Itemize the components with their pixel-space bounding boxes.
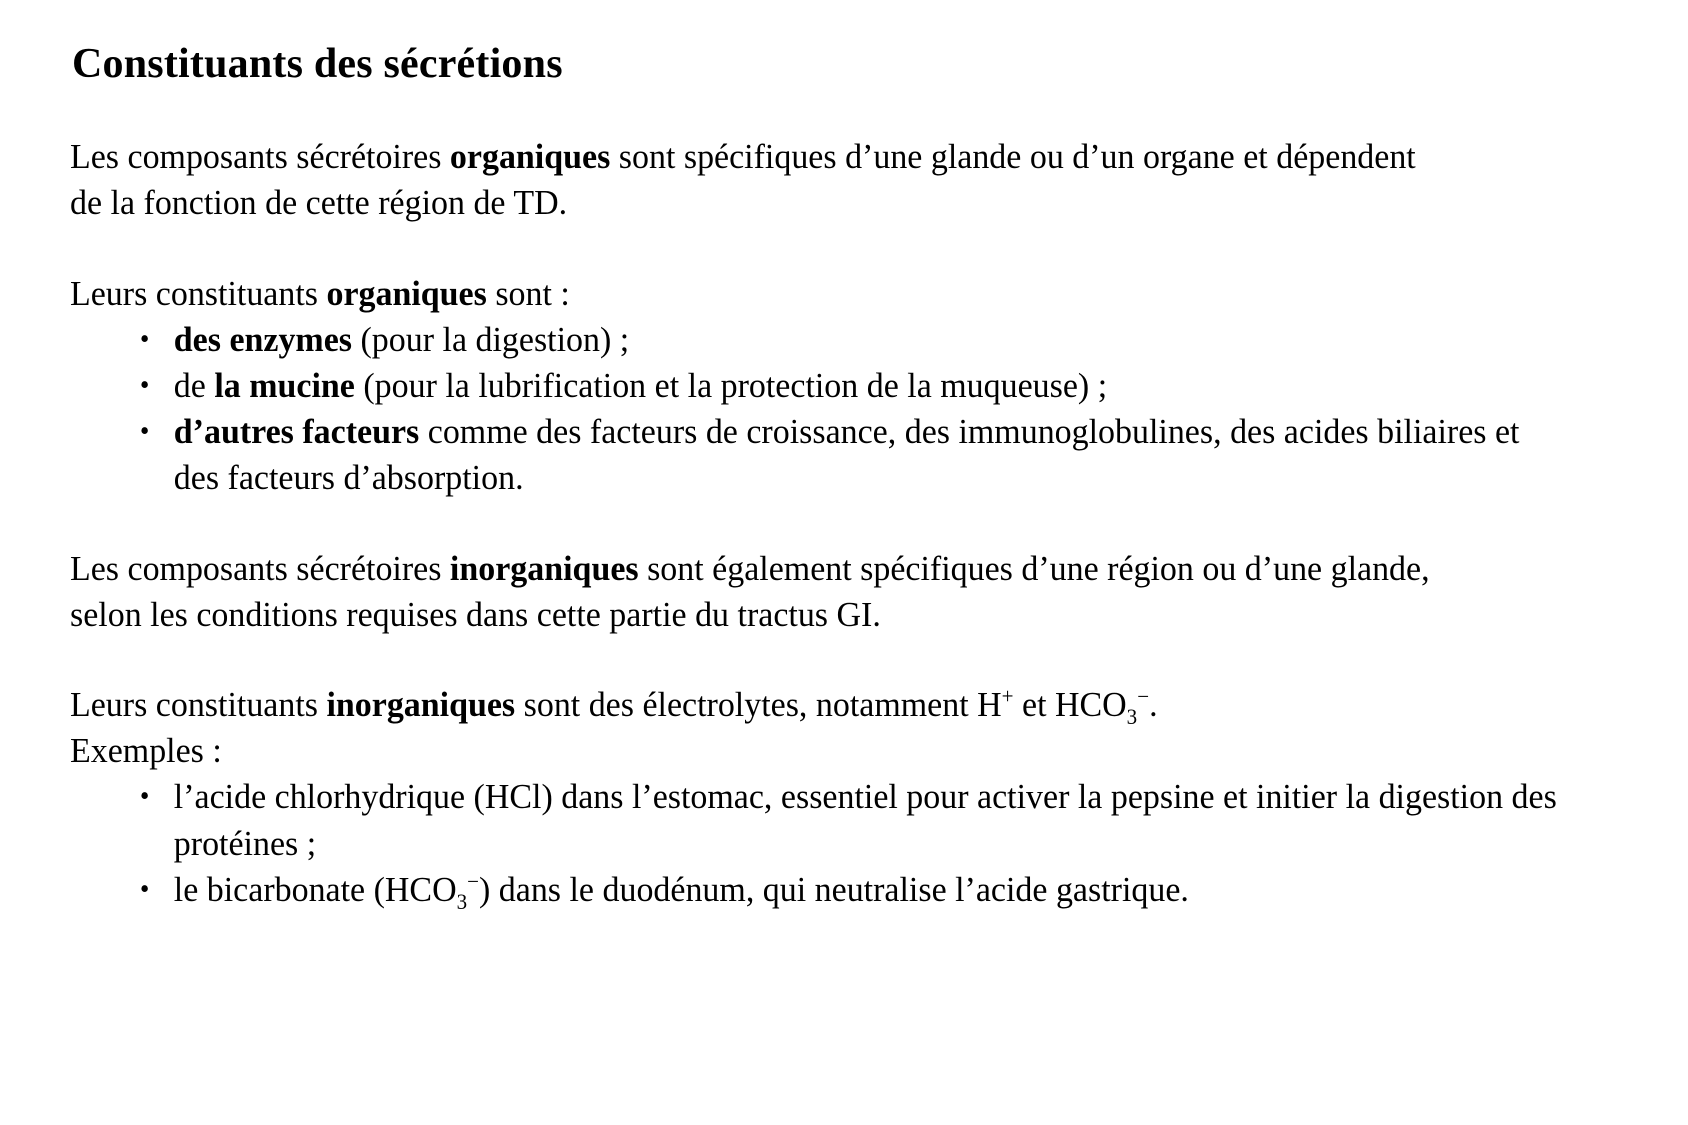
bullet-lead-text: de	[173, 366, 215, 406]
bullet-icon: •	[139, 781, 150, 813]
bicarbonate-charge: −	[467, 869, 479, 894]
organic-lead-text-2: sont :	[486, 273, 570, 313]
paragraph-inorganic-list-lead	[70, 682, 1447, 728]
page-title: Constituants des sécrétions	[72, 41, 563, 87]
inorganic-examples-list	[70, 774, 1572, 913]
bullet-icon: •	[139, 323, 150, 355]
bicarbonate-subscript: 3	[456, 889, 468, 914]
organic-intro-text-2: sont spécifiques d’une glande ou d’un organe et dépendent de la fonction de cette région de TD.	[70, 137, 1416, 223]
bullet-emphasis: des enzymes	[173, 319, 352, 359]
inorganic-lead-text-4: .	[1149, 684, 1158, 724]
list-item	[70, 867, 1572, 913]
bullet-icon: •	[139, 370, 150, 402]
bicarbonate-subscript: 3	[1126, 704, 1138, 729]
hydrogen-ion-charge: +	[1001, 684, 1014, 709]
bullet-text: (pour la digestion) ;	[351, 319, 630, 359]
list-item	[70, 317, 1572, 363]
inorganic-intro-text-2: sont également spécifiques d’une région ou d’une glande, selon les conditions requises dans cette partie du tractus GI.	[70, 548, 1430, 634]
bullet-text: (pour la lubrification et la protection de la muqueuse) ;	[354, 366, 1108, 406]
bullet-text: l’acide chlorhydrique (HCl) dans l’estomac, essentiel pour activer la pepsine et initier la digestion des protéines ;	[173, 777, 1557, 863]
bullet-emphasis: d’autres facteurs	[173, 412, 420, 452]
organic-constituents-list	[70, 317, 1572, 502]
organic-lead-text-1: Leurs constituants	[70, 273, 327, 313]
spacer	[70, 638, 1618, 682]
bullet-icon: •	[139, 873, 150, 905]
inorganic-lead-text-1: Leurs constituants	[70, 684, 327, 724]
inorganic-lead-text-2: sont des électrolytes, notamment H	[515, 684, 1002, 724]
paragraph-organic-list-lead	[70, 271, 1447, 317]
list-item	[70, 363, 1572, 409]
bullet-text: le bicarbonate (HCO	[173, 869, 457, 909]
inorganic-intro-text-1: Les composants sécrétoires	[70, 548, 450, 588]
organic-lead-emphasis: organiques	[326, 273, 487, 313]
bullet-emphasis: la mucine	[214, 366, 355, 406]
slide-body	[70, 134, 1618, 913]
bicarbonate-charge: −	[1137, 684, 1150, 709]
list-item	[70, 409, 1572, 501]
spacer	[70, 502, 1618, 546]
examples-label: Exemples :	[70, 731, 222, 771]
inorganic-lead-emphasis: inorganiques	[326, 684, 516, 724]
organic-intro-emphasis: organiques	[449, 137, 611, 177]
paragraph-inorganic-intro	[70, 546, 1447, 638]
paragraph-organic-intro	[70, 134, 1447, 226]
spacer	[70, 227, 1618, 271]
inorganic-intro-emphasis: inorganiques	[449, 548, 639, 588]
bullet-icon: •	[139, 416, 150, 448]
organic-intro-text-1: Les composants sécrétoires	[70, 137, 450, 177]
bullet-text: comme des facteurs de croissance, des immunoglobulines, des acides biliaires et des facteurs d’absorption.	[173, 412, 1520, 498]
list-item	[70, 774, 1572, 866]
inorganic-lead-text-3: et HCO	[1013, 684, 1127, 724]
bullet-text-continued: ) dans le duodénum, qui neutralise l’acide gastrique.	[478, 869, 1189, 909]
